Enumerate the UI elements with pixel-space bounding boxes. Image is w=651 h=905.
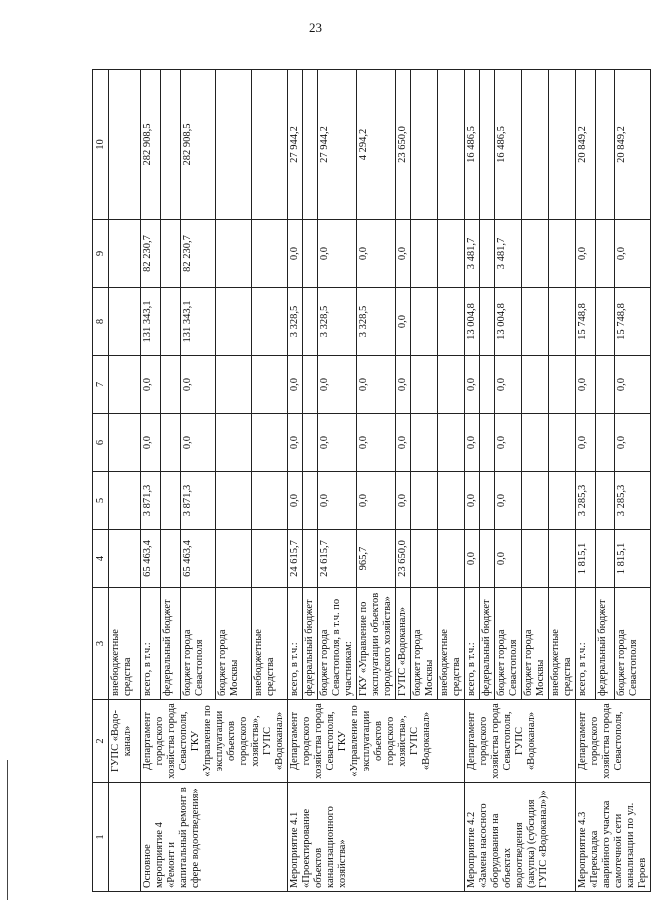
scan-edge-line [7, 760, 8, 900]
value-cell [160, 356, 180, 414]
value-cell [549, 414, 576, 472]
value-cell: 82 230,7 [141, 220, 161, 288]
value-cell: 282 908,5 [180, 70, 216, 220]
source-cell: бюджет города Севастополя [180, 588, 216, 700]
value-cell [303, 70, 318, 220]
value-cell [303, 530, 318, 588]
source-cell: всего, в т.ч.: [576, 588, 596, 700]
value-cell [303, 356, 318, 414]
table-body [93, 70, 651, 892]
source-cell: всего, в т.ч.: [465, 588, 480, 700]
value-cell [480, 288, 495, 356]
value-cell: 0,0 [465, 530, 480, 588]
source-cell: федеральный бюджет [160, 588, 180, 700]
value-cell [411, 220, 438, 288]
value-cell: 0,0 [318, 220, 357, 288]
header-cell: 8 [93, 288, 109, 356]
value-cell [438, 356, 465, 414]
value-cell: 0,0 [288, 414, 303, 472]
value-cell: 13 004,8 [465, 288, 480, 356]
value-cell [109, 356, 141, 414]
measure-cell: Мероприятие 4.2 «Замена насосного оборудования на объектах водоотведения (закупка) (субсидия ГУПС «Водоканал»)» [465, 783, 576, 892]
value-cell [216, 356, 252, 414]
value-cell [480, 70, 495, 220]
value-cell: 3 481,7 [465, 220, 480, 288]
value-cell [160, 472, 180, 530]
source-cell: внебюджетные средства [549, 588, 576, 700]
value-cell [595, 70, 615, 220]
measure-cell: Основное мероприятие 4 «Ремонт и капитальный ремонт в сфере водоотведения» [141, 783, 288, 892]
value-cell [595, 356, 615, 414]
value-cell [549, 356, 576, 414]
value-cell: 0,0 [615, 356, 651, 414]
value-cell: 0,0 [465, 414, 480, 472]
value-cell [160, 70, 180, 220]
value-cell: 0,0 [615, 414, 651, 472]
source-cell: федеральный бюджет [303, 588, 318, 700]
table-row [141, 70, 161, 892]
value-cell: 0,0 [318, 414, 357, 472]
value-cell [522, 70, 549, 220]
header-cell: 5 [93, 472, 109, 530]
value-cell [522, 414, 549, 472]
value-cell: 4 294,2 [357, 70, 396, 220]
executor-cell: Департамент городского хозяйства города Севастополя, ГКУ «Управление по эксплуатации объектов городского хозяйства», ГУПС «Водоканал» [141, 700, 288, 783]
source-cell: ГУПС «Водоканал» [396, 588, 411, 700]
value-cell: 3 871,3 [180, 472, 216, 530]
value-cell [480, 220, 495, 288]
value-cell: 0,0 [396, 472, 411, 530]
header-cell: 3 [93, 588, 109, 700]
value-cell [549, 288, 576, 356]
value-cell [480, 414, 495, 472]
value-cell: 1 815,1 [615, 530, 651, 588]
value-cell: 20 849,2 [615, 70, 651, 220]
value-cell [109, 414, 141, 472]
header-cell: 2 [93, 700, 109, 783]
value-cell [480, 356, 495, 414]
value-cell: 13 004,8 [495, 288, 522, 356]
header-row [93, 70, 109, 892]
value-cell: 3 328,5 [357, 288, 396, 356]
value-cell [438, 414, 465, 472]
value-cell [438, 220, 465, 288]
value-cell [549, 70, 576, 220]
value-cell [595, 472, 615, 530]
value-cell [216, 70, 252, 220]
value-cell [303, 220, 318, 288]
value-cell [411, 414, 438, 472]
value-cell [216, 288, 252, 356]
value-cell [549, 530, 576, 588]
value-cell [522, 530, 549, 588]
value-cell: 16 486,5 [465, 70, 480, 220]
value-cell: 1 815,1 [576, 530, 596, 588]
continuation-row [109, 70, 141, 892]
value-cell: 0,0 [180, 356, 216, 414]
value-cell: 0,0 [318, 472, 357, 530]
value-cell: 0,0 [465, 472, 480, 530]
value-cell: 0,0 [615, 220, 651, 288]
value-cell: 0,0 [180, 414, 216, 472]
value-cell: 0,0 [141, 414, 161, 472]
measure-cell: Мероприятие 4.3 «Перекладка аварийного участка самотечной сети канализации по ул. Героев [576, 783, 651, 892]
executor-cell: Департамент городского хозяйства города Севастополя, ГКУ «Управление по эксплуатации объектов городского хозяйства», ГУПС «Водоканал» [288, 700, 465, 783]
value-cell [480, 530, 495, 588]
measure-cell: Мероприятие 4.1 «Проектирование объектов канализационного хозяйства» [288, 783, 465, 892]
source-cell: федеральный бюджет [595, 588, 615, 700]
value-cell [438, 70, 465, 220]
source-cell: всего, в т.ч.: [141, 588, 161, 700]
value-cell [549, 472, 576, 530]
executor-cell [109, 700, 141, 783]
value-cell: 0,0 [396, 288, 411, 356]
source-cell: бюджет города Москвы [522, 588, 549, 700]
measure-cell [109, 783, 141, 892]
value-cell [252, 472, 288, 530]
value-cell: 16 486,5 [495, 70, 522, 220]
value-cell: 0,0 [288, 472, 303, 530]
executor-line: ГУПС «Водо- [110, 710, 121, 773]
value-cell: 82 230,7 [180, 220, 216, 288]
value-cell: 0,0 [357, 472, 396, 530]
value-cell [109, 530, 141, 588]
value-cell: 3 481,7 [495, 220, 522, 288]
value-cell [252, 356, 288, 414]
value-cell: 0,0 [576, 414, 596, 472]
value-cell: 3 871,3 [141, 472, 161, 530]
value-cell: 23 650,0 [396, 70, 411, 220]
executor-cell: Департамент городского хозяйства города Севастополя, ГУПС «Водоканал» [465, 700, 576, 783]
source-cell: ГКУ «Управление по эксплуатации объектов городского хозяйства» [357, 588, 396, 700]
value-cell [522, 288, 549, 356]
budget-table [92, 69, 651, 892]
value-cell [438, 472, 465, 530]
value-cell: 15 748,8 [576, 288, 596, 356]
value-cell: 0,0 [396, 356, 411, 414]
value-cell [411, 70, 438, 220]
value-cell [252, 70, 288, 220]
executor-line: канал» [122, 725, 133, 757]
value-cell [303, 472, 318, 530]
header-cell: 4 [93, 530, 109, 588]
value-cell: 0,0 [288, 356, 303, 414]
value-cell: 131 343,1 [141, 288, 161, 356]
table-row [288, 70, 303, 892]
value-cell [522, 220, 549, 288]
value-cell [109, 220, 141, 288]
value-cell [252, 414, 288, 472]
source-cell: бюджет города Москвы [411, 588, 438, 700]
value-cell [411, 472, 438, 530]
executor-cell: Департамент городского хозяйства города Севастополя, [576, 700, 651, 783]
table-row [465, 70, 480, 892]
value-cell [595, 220, 615, 288]
source-cell: внебюджетные средства [109, 588, 141, 700]
value-cell [303, 414, 318, 472]
value-cell [252, 288, 288, 356]
value-cell: 131 343,1 [180, 288, 216, 356]
value-cell: 27 944,2 [288, 70, 303, 220]
value-cell: 0,0 [396, 220, 411, 288]
value-cell: 0,0 [495, 414, 522, 472]
value-cell: 3 328,5 [288, 288, 303, 356]
value-cell [549, 220, 576, 288]
value-cell [216, 530, 252, 588]
value-cell [252, 220, 288, 288]
source-cell: бюджет города Москвы [216, 588, 252, 700]
source-cell: всего, в т.ч.: [288, 588, 303, 700]
value-cell [216, 220, 252, 288]
value-cell: 65 463,4 [180, 530, 216, 588]
value-cell [109, 472, 141, 530]
source-cell: внебюджетные средства [438, 588, 465, 700]
value-cell: 0,0 [357, 356, 396, 414]
value-cell: 20 849,2 [576, 70, 596, 220]
value-cell: 0,0 [318, 356, 357, 414]
value-cell [252, 530, 288, 588]
value-cell: 3 328,5 [318, 288, 357, 356]
value-cell: 0,0 [357, 220, 396, 288]
page-number: 23 [309, 20, 322, 35]
value-cell: 0,0 [495, 472, 522, 530]
value-cell [109, 70, 141, 220]
value-cell: 0,0 [576, 356, 596, 414]
value-cell: 0,0 [141, 356, 161, 414]
source-cell: бюджет города Севастополя, в т.ч. по участникам: [318, 588, 357, 700]
value-cell [522, 472, 549, 530]
value-cell: 3 285,3 [576, 472, 596, 530]
value-cell: 0,0 [576, 220, 596, 288]
value-cell [438, 530, 465, 588]
header-cell: 6 [93, 414, 109, 472]
value-cell [216, 414, 252, 472]
value-cell: 0,0 [465, 356, 480, 414]
rotated-table-wrapper [92, 70, 648, 892]
value-cell [160, 288, 180, 356]
value-cell [595, 288, 615, 356]
value-cell [595, 414, 615, 472]
value-cell: 0,0 [495, 530, 522, 588]
value-cell [160, 414, 180, 472]
value-cell: 24 615,7 [318, 530, 357, 588]
value-cell: 24 615,7 [288, 530, 303, 588]
value-cell [303, 288, 318, 356]
value-cell [522, 356, 549, 414]
value-cell [216, 472, 252, 530]
table-row [576, 70, 596, 892]
value-cell [411, 356, 438, 414]
value-cell: 282 908,5 [141, 70, 161, 220]
value-cell [160, 530, 180, 588]
header-cell: 7 [93, 356, 109, 414]
value-cell [411, 288, 438, 356]
value-cell: 0,0 [396, 414, 411, 472]
header-cell: 1 [93, 783, 109, 892]
source-cell: бюджет города Севастополя [495, 588, 522, 700]
source-cell: федеральный бюджет [480, 588, 495, 700]
source-cell: внебюджетные средства [252, 588, 288, 700]
value-cell: 0,0 [288, 220, 303, 288]
value-cell [411, 530, 438, 588]
source-cell: бюджет города Севастополя [615, 588, 651, 700]
value-cell [160, 220, 180, 288]
header-cell: 9 [93, 220, 109, 288]
value-cell [480, 472, 495, 530]
value-cell [595, 530, 615, 588]
value-cell: 3 285,3 [615, 472, 651, 530]
value-cell: 965,7 [357, 530, 396, 588]
value-cell [109, 288, 141, 356]
header-cell: 10 [93, 70, 109, 220]
value-cell: 65 463,4 [141, 530, 161, 588]
value-cell: 15 748,8 [615, 288, 651, 356]
value-cell [438, 288, 465, 356]
value-cell: 27 944,2 [318, 70, 357, 220]
value-cell: 0,0 [357, 414, 396, 472]
value-cell: 23 650,0 [396, 530, 411, 588]
value-cell: 0,0 [495, 356, 522, 414]
